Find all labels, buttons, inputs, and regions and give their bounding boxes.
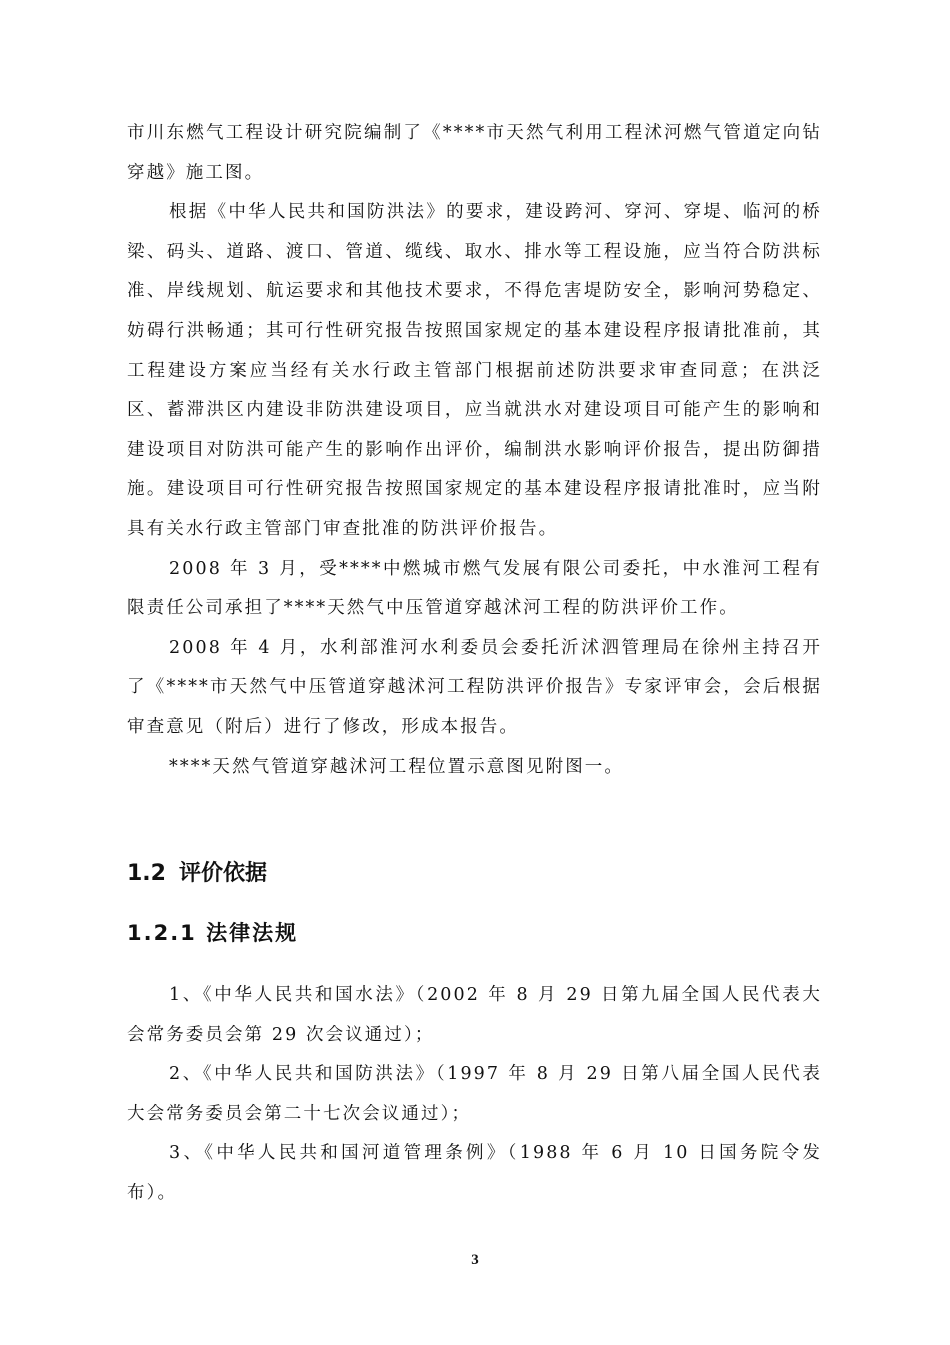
section-title: 评价依据 xyxy=(179,861,268,886)
paragraph-commission: 2008 年 3 月，受****中燃城市燃气发展有限公司委托，中水淮河工程有限责任公司承担了****天然气中压管道穿越沭河工程的防洪评价工作。 xyxy=(127,558,822,619)
paragraph-construction-drawing: 市川东燃气工程设计研究院编制了《****市天然气利用工程沭河燃气管道定向钻穿越》施工图。 xyxy=(127,123,822,183)
paragraph-expert-review: 2008 年 4 月，水利部淮河水利委员会委托沂沭泗管理局在徐州主持召开了《****市天然气中压管道穿越沭河工程防洪评价报告》专家评审会，会后根据审查意见（附后）进行了修改，形成本报告。 xyxy=(127,637,822,737)
paragraph-flood-law-requirements: 根据《中华人民共和国防洪法》的要求，建设跨河、穿河、穿堤、临河的桥梁、码头、道路、渡口、管道、缆线、取水、排水等工程设施，应当符合防洪标准、岸线规划、航运要求和其他技术要求，不得危害堤防安全，影响河势稳定、妨碍行洪畅通；其可行性研究报告按照国家规定的基本建设程序报请批准前，其工程建设方案应当经有关水行政主管部门根据前述防洪要求审查同意；在洪泛区、蓄滞洪区内建设非防洪建设项目，应当就洪水对建设项目可能产生的影响和建设项目对防洪可能产生的影响作出评价，编制洪水影响评价报告，提出防御措施。建设项目可行性研究报告按照国家规定的基本建设程序报请批准时，应当附具有关水行政主管部门审查批准的防洪评价报告。 xyxy=(127,202,822,539)
paragraph-location-map: ****天然气管道穿越沭河工程位置示意图见附图一。 xyxy=(169,756,624,777)
law-item: 3、《中华人民共和国河道管理条例》（1988 年 6 月 10 日国务院令发布）。 xyxy=(127,1143,822,1203)
section-number: 1.2 xyxy=(127,861,166,886)
laws-list xyxy=(127,976,822,1214)
law-item: 1、《中华人民共和国水法》（2002 年 8 月 29 日第九届全国人民代表大会常务委员会第 29 次会议通过）； xyxy=(127,985,822,1045)
law-item: 2、《中华人民共和国防洪法》（1997 年 8 月 29 日第八届全国人民代表大会常务委员会第二十七次会议通过）； xyxy=(127,1064,822,1124)
section-heading-1-2 xyxy=(127,856,267,887)
subsection-heading-1-2-1: 1.2.1 法律法规 xyxy=(127,921,299,945)
intro-paragraphs xyxy=(127,114,822,787)
page-number: 3 xyxy=(471,1252,479,1268)
